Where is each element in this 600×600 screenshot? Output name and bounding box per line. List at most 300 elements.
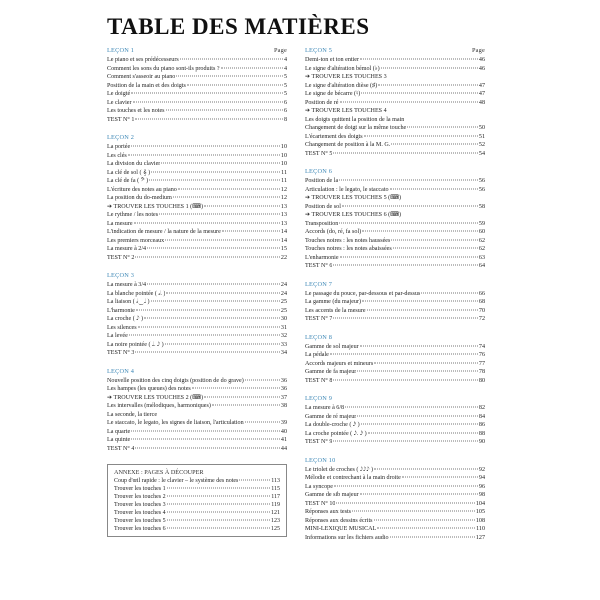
toc-entry xyxy=(107,169,287,178)
leader-dots xyxy=(378,84,478,85)
toc-entry xyxy=(305,474,485,483)
toc-entry-page: 78 xyxy=(478,369,485,375)
toc-entry xyxy=(107,220,287,229)
toc-entry-page: 41 xyxy=(280,437,287,443)
lesson-section xyxy=(305,334,485,386)
toc-entry-page: 88 xyxy=(478,430,485,437)
toc-entry-title: La blanche pointée ( 𝅗𝅥. ) xyxy=(107,290,166,297)
toc-entry-title: Les doigts quittent la position de la main xyxy=(305,116,405,123)
toc-entry-title: Le rythme / les notes xyxy=(107,212,159,218)
toc-entry-title: Accords (do, ré, fa sol) xyxy=(305,229,362,235)
leader-dots xyxy=(134,222,280,223)
lesson-heading-text: LEÇON 8 xyxy=(305,333,333,341)
toc-entry-page: 51 xyxy=(478,133,485,140)
toc-entry xyxy=(107,116,287,125)
leader-dots xyxy=(166,292,279,293)
toc-entry xyxy=(107,107,287,116)
toc-entry xyxy=(305,73,485,82)
toc-entry-page: 110 xyxy=(476,526,485,532)
leader-dots xyxy=(147,248,280,249)
toc-entry-title: Mélodie et contrechant à la main droite xyxy=(305,475,401,481)
toc-entry-title: La gamme (du majeur) xyxy=(305,299,362,305)
toc-entry-title: Le piano et ses prédécesseurs xyxy=(107,57,179,63)
toc-entry-title: TEST N° 10 xyxy=(305,500,336,507)
leader-dots xyxy=(245,422,280,423)
toc-entry-page: 10 xyxy=(280,152,287,159)
toc-entry-page: 5 xyxy=(283,91,287,97)
toc-entry-title: Le signe de bécarre (♮) xyxy=(305,91,361,97)
leader-dots xyxy=(222,231,280,232)
leader-dots xyxy=(192,388,280,389)
toc-entry-title: Changement de doigt sur la même touche xyxy=(305,125,407,131)
leader-dots xyxy=(135,256,280,257)
toc-entry-page: 74 xyxy=(478,343,485,350)
toc-entry xyxy=(107,419,287,428)
toc-entry xyxy=(305,517,485,526)
toc-entry-page: 6 xyxy=(283,99,287,106)
toc-entry-page: 24 xyxy=(280,290,287,297)
toc-entry-page: 31 xyxy=(280,324,287,331)
lesson-heading-text: LEÇON 9 xyxy=(305,395,333,402)
toc-entry xyxy=(107,349,287,358)
toc-entry-title: La portée xyxy=(107,144,131,150)
toc-entry-page: 90 xyxy=(478,439,485,445)
toc-entry xyxy=(305,133,485,142)
toc-entry-page: 36 xyxy=(280,377,287,384)
toc-entry xyxy=(107,394,287,403)
leader-dots xyxy=(239,480,270,481)
toc-entry xyxy=(305,508,485,517)
toc-entry xyxy=(107,65,287,74)
toc-entry-title: Les accents de la mesure xyxy=(305,307,366,314)
leader-dots xyxy=(178,188,280,189)
leader-dots xyxy=(147,284,280,285)
toc-entry xyxy=(305,107,485,116)
toc-entry xyxy=(107,307,287,316)
toc-entry-title: TEST N° 8 xyxy=(305,377,333,384)
toc-entry xyxy=(305,90,485,99)
toc-entry-title: Trouver les touches 6 xyxy=(114,526,166,532)
toc-entry-title: La mesure à 3/4 xyxy=(107,282,147,288)
toc-entry-page: 59 xyxy=(478,220,485,227)
toc-entry-page: 6 xyxy=(283,108,287,114)
leader-dots xyxy=(128,154,280,155)
leader-dots xyxy=(131,146,280,147)
toc-entry xyxy=(107,324,287,333)
toc-entry xyxy=(305,150,485,159)
lesson-heading xyxy=(305,395,485,404)
leader-dots xyxy=(180,59,283,60)
leader-dots xyxy=(330,354,478,355)
toc-entry xyxy=(107,211,287,220)
toc-entry-page: 37 xyxy=(280,394,287,401)
toc-entry-title: Le signe d'altération dièse (♯) xyxy=(305,82,378,89)
toc-entry xyxy=(305,220,485,229)
toc-entry xyxy=(107,332,287,341)
lesson-section xyxy=(107,272,287,358)
toc-entry-title: L'harmonie xyxy=(107,307,135,314)
toc-entry-page: 25 xyxy=(280,299,287,305)
toc-entry xyxy=(305,116,485,125)
lesson-heading-text: LEÇON 10 xyxy=(305,456,336,464)
toc-entry-title: TEST N° 2 xyxy=(107,254,135,261)
toc-entry-title: MINI-LEXIQUE MUSICAL xyxy=(305,526,377,532)
toc-entry-page: 47 xyxy=(478,91,485,97)
leader-dots xyxy=(374,468,478,469)
toc-entry-page: 11 xyxy=(281,169,287,176)
toc-entry xyxy=(305,141,485,150)
lesson-section xyxy=(305,457,485,543)
leader-dots xyxy=(333,441,478,442)
leader-dots xyxy=(204,205,280,206)
leader-dots xyxy=(129,335,280,336)
lesson-heading-text: LEÇON 7 xyxy=(305,280,333,288)
toc-entry-title: TEST N° 7 xyxy=(305,316,333,322)
leader-dots xyxy=(381,67,478,68)
toc-entry-title: La clé de fa ( 𝄢 ) xyxy=(107,178,149,184)
toc-entry xyxy=(107,56,287,65)
toc-entry-title: La quarte xyxy=(107,428,131,435)
toc-entry-page: 48 xyxy=(478,99,485,106)
lesson-section xyxy=(305,395,485,447)
leader-dots xyxy=(390,536,475,537)
toc-entry-title: Coup d'œil rapide : le clavier – le système des notes xyxy=(114,478,239,484)
page-column-label: Page xyxy=(471,47,485,54)
toc-entry-title: Le triolet de croches ( 𝅘𝅥𝅮𝅘𝅥𝅮𝅘𝅥𝅮 ) xyxy=(305,466,374,473)
toc-entry-page: 14 xyxy=(280,237,287,244)
toc-entry-page: 63 xyxy=(478,254,485,261)
toc-entry-page: 127 xyxy=(475,534,485,541)
leader-dots xyxy=(144,318,280,319)
toc-entry xyxy=(305,186,485,195)
toc-entry xyxy=(305,56,485,65)
toc-left-column xyxy=(107,47,287,463)
leader-dots xyxy=(342,205,478,206)
toc-entry-title: Gamme de sib majeur xyxy=(305,492,359,498)
toc-entry-page: 82 xyxy=(478,405,485,411)
toc-entry-page: 39 xyxy=(280,420,287,426)
toc-entry xyxy=(305,525,485,534)
toc-entry-title: Les intervalles (mélodiques, harmoniques) xyxy=(107,403,211,409)
toc-entry xyxy=(107,152,287,161)
toc-entry xyxy=(305,500,485,509)
toc-entry xyxy=(107,160,287,169)
toc-entry-page: 13 xyxy=(280,212,287,218)
toc-entry-page: 11 xyxy=(281,178,287,184)
toc-entry xyxy=(305,360,485,369)
toc-entry xyxy=(107,402,287,411)
leader-dots xyxy=(340,256,478,257)
toc-entry-page: 62 xyxy=(478,237,485,244)
annex-entry xyxy=(114,485,280,493)
toc-entry xyxy=(305,430,485,439)
toc-right-column xyxy=(305,47,485,552)
toc-entry xyxy=(305,262,485,271)
lesson-section xyxy=(107,368,287,454)
toc-entry-page: 80 xyxy=(478,377,485,384)
toc-entry-page: 86 xyxy=(478,422,485,428)
toc-entry xyxy=(305,368,485,377)
toc-entry xyxy=(107,194,287,203)
toc-entry-page: 108 xyxy=(475,517,485,524)
toc-entry xyxy=(107,99,287,108)
toc-entry xyxy=(305,82,485,91)
leader-dots xyxy=(362,301,478,302)
toc-entry-title: La mesure à 6/8 xyxy=(305,405,345,411)
toc-entry-page: 38 xyxy=(280,403,287,409)
toc-entry-title: Les hampes (les queues) des notes xyxy=(107,386,191,392)
toc-entry-page: 56 xyxy=(478,178,485,184)
toc-entry-page: 64 xyxy=(478,263,485,269)
toc-entry xyxy=(305,413,485,422)
toc-entry-page: 44 xyxy=(280,445,287,452)
toc-entry-title: La noire pointée ( 𝅘𝅥. 𝅘𝅥𝅮 ) xyxy=(107,341,164,348)
leader-dots xyxy=(339,222,478,223)
toc-entry xyxy=(107,411,287,420)
toc-entry xyxy=(107,143,287,152)
toc-entry-title: Les touches et les notes xyxy=(107,108,165,114)
toc-entry-title: Gamme de sol majeur xyxy=(305,343,359,350)
leader-dots xyxy=(345,407,478,408)
annex-entry xyxy=(114,525,280,533)
toc-entry-page: 113 xyxy=(271,478,280,484)
toc-entry xyxy=(305,466,485,475)
toc-entry-title: L'écartement des doigts xyxy=(305,133,363,140)
lesson-heading-text: LEÇON 3 xyxy=(107,272,135,279)
toc-entry-title: Les silences xyxy=(107,324,137,331)
toc-entry-title: Les premiers morceaux xyxy=(107,237,165,244)
leader-dots xyxy=(173,197,280,198)
toc-entry xyxy=(305,438,485,447)
toc-entry-page: 10 xyxy=(280,161,287,167)
toc-entry-title: La mesure xyxy=(107,220,133,227)
toc-entry-title: Informations sur les fichiers audio xyxy=(305,534,389,541)
lesson-heading xyxy=(107,272,287,281)
toc-entry-page: 32 xyxy=(280,333,287,339)
toc-entry-title: La seconde, la tierce xyxy=(107,411,158,418)
lesson-section xyxy=(305,168,485,271)
toc-entry-title: Trouver les touches 4 xyxy=(114,510,166,516)
toc-entry-page: 46 xyxy=(478,65,485,72)
toc-entry-page: 125 xyxy=(271,526,280,532)
leader-dots xyxy=(221,67,283,68)
toc-entry xyxy=(107,315,287,324)
leader-dots xyxy=(136,309,280,310)
toc-entry xyxy=(305,254,485,263)
toc-entry xyxy=(305,351,485,360)
toc-entry-page: 34 xyxy=(280,350,287,356)
leader-dots xyxy=(352,511,475,512)
leader-dots xyxy=(333,318,478,319)
leader-dots xyxy=(368,432,478,433)
toc-entry xyxy=(107,177,287,186)
toc-entry xyxy=(107,377,287,386)
toc-entry-title: Demi-ton et ton entier xyxy=(305,57,359,63)
toc-entry-title: Position de sol xyxy=(305,203,341,210)
annex-entry xyxy=(114,501,280,509)
toc-entry xyxy=(107,186,287,195)
toc-entry xyxy=(107,254,287,263)
lesson-heading xyxy=(305,281,485,290)
toc-entry xyxy=(107,290,287,299)
leader-dots xyxy=(402,477,478,478)
toc-entry-page: 98 xyxy=(478,492,485,498)
toc-entry-title: Réponses aux dessins écrits xyxy=(305,517,373,524)
toc-entry-page: 66 xyxy=(478,290,485,297)
lesson-section xyxy=(305,47,485,158)
leader-dots xyxy=(167,488,271,489)
leader-dots xyxy=(135,447,280,448)
toc-entry xyxy=(305,483,485,492)
leader-dots xyxy=(357,371,478,372)
lesson-heading-text: LEÇON 6 xyxy=(305,168,333,175)
toc-entry xyxy=(305,65,485,74)
toc-entry xyxy=(107,73,287,82)
toc-entry-title: Comment s'asseoir au piano xyxy=(107,74,176,80)
toc-entry-title: Position de ré xyxy=(305,99,339,106)
leader-dots xyxy=(149,180,280,181)
lesson-section xyxy=(107,47,287,124)
toc-entry-title: ➔ TROUVER LES TOUCHES 1 (⌨) xyxy=(107,203,204,210)
toc-entry-page: 52 xyxy=(478,142,485,148)
toc-entry-title: TEST N° 3 xyxy=(107,350,135,356)
toc-entry-title: La division du clavier xyxy=(107,161,161,167)
toc-entry-title: Comment les sons du piano sont-ils produits ? xyxy=(107,65,220,72)
leader-dots xyxy=(159,214,280,215)
leader-dots xyxy=(165,239,280,240)
toc-entry-title: Le signe d'altération bémol (♭) xyxy=(305,65,380,72)
toc-entry xyxy=(305,211,485,220)
leader-dots xyxy=(245,379,280,380)
toc-entry xyxy=(107,341,287,350)
leader-dots xyxy=(204,396,280,397)
toc-entry-page: 115 xyxy=(271,486,280,492)
toc-entry xyxy=(305,315,485,324)
toc-entry-page: 14 xyxy=(280,229,287,235)
lesson-heading xyxy=(107,368,287,377)
page-title: TABLE DES MATIÈRES xyxy=(107,14,370,39)
leader-dots xyxy=(167,496,271,497)
toc-entry-title: ➔ TROUVER LES TOUCHES 2 (⌨) xyxy=(107,394,204,401)
toc-entry xyxy=(305,298,485,307)
leader-dots xyxy=(336,502,474,503)
toc-entry-title: Le passage du pouce, par-dessous et par-dessus xyxy=(305,290,421,297)
lesson-heading xyxy=(107,134,287,143)
leader-dots xyxy=(407,127,478,128)
toc-entry-page: 4 xyxy=(283,65,287,72)
toc-entry-title: Le doigté xyxy=(107,91,131,97)
toc-entry-page: 36 xyxy=(280,386,287,392)
toc-entry-page: 5 xyxy=(283,74,287,80)
leader-dots xyxy=(360,494,478,495)
toc-entry-page: 72 xyxy=(478,316,485,322)
toc-entry-page: 96 xyxy=(478,483,485,490)
leader-dots xyxy=(176,76,283,77)
toc-entry-title: La mesure à 2/4 xyxy=(107,246,147,252)
toc-entry-title: Touches noires : les notes haussées xyxy=(305,237,391,244)
toc-entry-page: 94 xyxy=(478,475,485,481)
toc-entry-page: 117 xyxy=(271,494,280,500)
leader-dots xyxy=(151,301,280,302)
lesson-heading-text: LEÇON 1 xyxy=(107,47,135,54)
toc-entry xyxy=(305,203,485,212)
toc-entry-title: Nouvelle position des cinq doigts (position de do grave) xyxy=(107,377,244,384)
toc-entry-page: 13 xyxy=(280,203,287,210)
toc-entry-title: Réponses aux tests xyxy=(305,509,352,515)
toc-entry-title: Position de la main et des doigts xyxy=(107,82,186,89)
leader-dots xyxy=(165,343,280,344)
leader-dots xyxy=(421,292,478,293)
toc-entry-title: La quinte xyxy=(107,437,131,443)
lesson-heading xyxy=(107,47,287,56)
leader-dots xyxy=(361,93,478,94)
toc-entry xyxy=(305,237,485,246)
toc-entry-page: 62 xyxy=(478,246,485,252)
toc-entry-page: 92 xyxy=(478,466,485,473)
toc-entry-page: 46 xyxy=(478,57,485,63)
toc-entry-page: 56 xyxy=(478,186,485,193)
toc-entry-page: 40 xyxy=(280,428,287,435)
leader-dots xyxy=(167,504,271,505)
toc-entry-page: 119 xyxy=(271,502,280,508)
leader-dots xyxy=(167,512,270,513)
toc-entry xyxy=(305,290,485,299)
toc-entry-title: Trouver les touches 5 xyxy=(114,518,166,524)
page-column-label: Page xyxy=(273,47,287,54)
leader-dots xyxy=(357,415,478,416)
toc-entry-title: Gamme de ré majeur xyxy=(305,413,357,420)
toc-entry-title: Le staccato, le legato, les signes de liaison, l'articulation xyxy=(107,420,244,426)
toc-entry xyxy=(305,228,485,237)
toc-entry xyxy=(107,298,287,307)
toc-entry-title: TEST N° 1 xyxy=(107,116,135,123)
toc-entry-page: 105 xyxy=(475,509,485,515)
toc-entry-page: 10 xyxy=(280,144,287,150)
toc-entry-title: L'enharmonie xyxy=(305,254,339,261)
leader-dots xyxy=(364,135,478,136)
toc-entry-title: L'indication de mesure / la nature de la mesure xyxy=(107,229,221,235)
toc-entry-page: 68 xyxy=(478,299,485,305)
toc-entry-page: 33 xyxy=(280,341,287,348)
toc-entry-page: 22 xyxy=(280,254,287,261)
annex-entry xyxy=(114,477,280,485)
toc-entry xyxy=(305,124,485,133)
toc-entry-title: Accords majeurs et mineurs xyxy=(305,360,374,367)
leader-dots xyxy=(374,519,475,520)
toc-entry-title: Touches noires : les notes abaissées xyxy=(305,246,392,252)
toc-entry xyxy=(107,90,287,99)
toc-entry-title: Le clavier xyxy=(107,99,132,106)
lesson-heading xyxy=(305,168,485,177)
toc-entry-title: Trouver les touches 3 xyxy=(114,502,166,508)
toc-entry xyxy=(107,245,287,254)
toc-entry-page: 12 xyxy=(280,195,287,201)
toc-entry-title: Articulation : le legato, le staccato xyxy=(305,186,389,193)
leader-dots xyxy=(362,231,478,232)
toc-entry xyxy=(107,445,287,454)
toc-entry xyxy=(107,436,287,445)
toc-entry xyxy=(305,421,485,430)
toc-entry-page: 60 xyxy=(478,229,485,235)
toc-entry-title: TEST N° 9 xyxy=(305,439,333,445)
leader-dots xyxy=(135,352,280,353)
toc-entry-title: La position du do-medium xyxy=(107,195,172,201)
toc-entry-title: La double-croche ( 𝅘𝅥𝅯 ) xyxy=(305,422,360,428)
leader-dots xyxy=(340,101,478,102)
toc-entry-page: 50 xyxy=(478,125,485,131)
toc-entry xyxy=(305,307,485,316)
leader-dots xyxy=(333,265,478,266)
